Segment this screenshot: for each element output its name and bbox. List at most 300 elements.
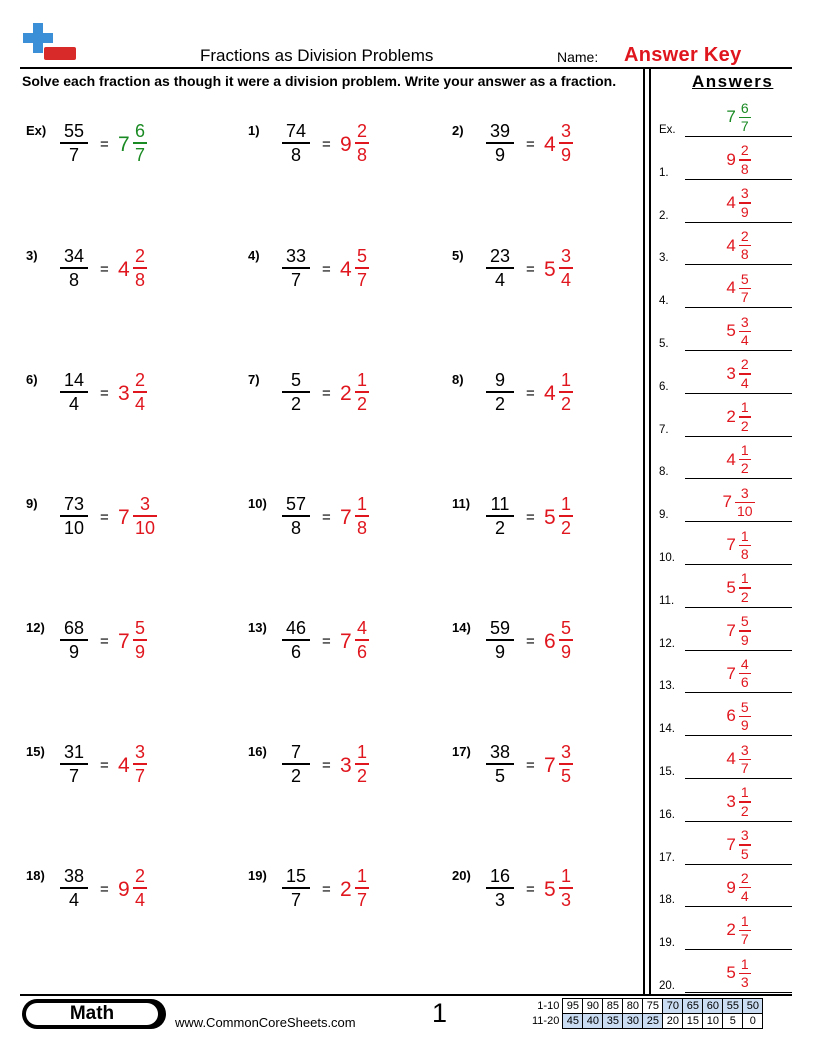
page-number: 1 — [432, 998, 448, 1028]
problem-number: 2) — [452, 123, 464, 138]
answer-fraction — [355, 618, 369, 662]
answer-whole: 3 — [726, 792, 736, 812]
fraction-bar — [559, 267, 573, 269]
answer-denominator: 3 — [740, 974, 749, 990]
fraction-bar — [282, 391, 310, 393]
instructions-text: Solve each fraction as though it were a division problem. Write your answer as a fraction. — [22, 73, 617, 89]
answer-denominator: 9 — [561, 144, 572, 165]
answer-numerator: 3 — [140, 494, 151, 514]
plus-minus-logo-icon — [22, 20, 82, 70]
question-fraction — [282, 121, 310, 165]
answer-numerator: 1 — [740, 399, 749, 416]
answer-line — [685, 992, 792, 993]
fraction-bar — [60, 639, 88, 641]
fraction-bar — [133, 763, 147, 765]
answer-denominator: 7 — [357, 889, 368, 910]
fraction-numerator: 74 — [285, 121, 307, 141]
answer-fraction — [133, 246, 147, 290]
answer-row — [659, 351, 792, 394]
fraction-bar — [60, 391, 88, 393]
answer-numerator: 2 — [357, 121, 368, 141]
fraction-bar — [133, 391, 147, 393]
answer-numerator: 3 — [561, 246, 572, 266]
score-cell: 80 — [623, 999, 643, 1014]
question-fraction — [486, 370, 514, 414]
answer-denominator: 4 — [740, 888, 749, 905]
answer-row — [659, 265, 792, 308]
equals-sign: = — [322, 633, 331, 650]
fraction-bar — [486, 391, 514, 393]
problem — [248, 620, 438, 680]
answer-label: Ex. — [659, 124, 676, 136]
answer-numerator: 5 — [740, 613, 749, 630]
fraction-numerator: 38 — [63, 866, 85, 886]
equals-sign: = — [322, 385, 331, 402]
question-fraction — [282, 866, 310, 910]
answer-fraction — [559, 742, 573, 786]
problem — [26, 372, 216, 432]
problem — [248, 123, 438, 183]
answer-denominator: 2 — [357, 393, 368, 414]
answer-fraction — [739, 229, 751, 263]
fraction-numerator: 34 — [63, 246, 85, 266]
fraction-denominator: 5 — [494, 765, 505, 786]
answer-value — [685, 143, 792, 177]
problem-number: 5) — [452, 248, 464, 263]
fraction-bar — [486, 887, 514, 889]
answer-fraction — [559, 494, 573, 538]
answer-fraction — [133, 742, 147, 786]
answer-row — [659, 822, 792, 865]
equals-sign: = — [100, 261, 109, 278]
problem-number: 7) — [248, 372, 260, 387]
answer-numerator: 1 — [357, 494, 368, 514]
fraction-bar — [355, 142, 369, 144]
answer-value — [685, 657, 792, 691]
problem — [248, 248, 438, 308]
equals-sign: = — [100, 385, 109, 402]
answer-whole: 7 — [722, 492, 732, 512]
answer-numerator: 3 — [740, 484, 749, 501]
answer-label: 15. — [659, 766, 675, 778]
answer-fraction — [739, 315, 751, 349]
answers-heading: Answers — [692, 72, 774, 91]
answer-numerator: 2 — [740, 142, 749, 159]
fraction-denominator: 10 — [63, 517, 85, 538]
answer-numerator: 1 — [561, 866, 572, 886]
question-fraction — [486, 618, 514, 662]
answer-row — [659, 950, 792, 993]
answer-fraction — [739, 828, 751, 862]
answer-label: 8. — [659, 466, 669, 479]
answer-numerator: 2 — [135, 370, 146, 390]
answer-denominator: 7 — [740, 118, 749, 134]
fraction-bar — [133, 639, 147, 641]
score-cell: 10 — [703, 1014, 723, 1029]
fraction-bar — [60, 142, 88, 144]
header-divider — [20, 67, 792, 69]
answer-numerator: 5 — [357, 246, 368, 266]
answer-denominator: 4 — [561, 269, 572, 290]
answer-value — [685, 272, 792, 306]
score-cell: 0 — [743, 1014, 763, 1029]
problem — [248, 868, 438, 928]
question-fraction — [60, 618, 88, 662]
answer-value — [685, 443, 792, 477]
score-row — [530, 999, 763, 1014]
fraction-denominator: 9 — [494, 144, 505, 165]
fraction-bar — [486, 267, 514, 269]
answer-fraction — [355, 246, 369, 290]
problem-number: 8) — [452, 372, 464, 387]
answer-denominator: 8 — [357, 517, 368, 538]
answer-numerator: 4 — [357, 618, 368, 638]
fraction-bar — [282, 142, 310, 144]
answer-numerator: 1 — [740, 912, 749, 929]
problem — [452, 372, 642, 432]
answer-label: 10. — [659, 552, 675, 564]
answer-fraction — [739, 957, 751, 991]
answer-numerator: 2 — [740, 869, 749, 886]
answer-denominator: 10 — [736, 503, 753, 520]
fraction-numerator: 5 — [290, 370, 301, 390]
answer-fraction — [739, 871, 751, 905]
answer-row — [659, 394, 792, 437]
answer-fraction — [739, 700, 751, 734]
answer-row — [659, 736, 792, 779]
site-url: www.CommonCoreSheets.com — [175, 1015, 356, 1030]
answer-column-divider — [643, 68, 645, 995]
answer-whole: 4 — [544, 382, 556, 405]
answer-denominator: 10 — [135, 517, 156, 538]
answer-whole: 4 — [726, 749, 736, 769]
answer-numerator: 4 — [740, 655, 749, 672]
answer-fraction — [133, 618, 147, 662]
answer-label: 19. — [659, 937, 675, 950]
answer-numerator: 5 — [740, 698, 749, 715]
fraction-bar — [133, 887, 147, 889]
answer-whole: 4 — [726, 278, 736, 298]
answer-whole: 2 — [726, 920, 736, 940]
fraction-bar — [60, 763, 88, 765]
answer-numerator: 1 — [740, 955, 749, 972]
score-cell: 15 — [683, 1014, 703, 1029]
answer-value — [685, 186, 792, 220]
problem-number: 4) — [248, 248, 260, 263]
answer-value — [685, 914, 792, 948]
answer-row — [659, 693, 792, 736]
fraction-numerator: 33 — [285, 246, 307, 266]
answer-whole: 2 — [340, 878, 352, 901]
subject-badge-label: Math — [26, 1003, 158, 1025]
fraction-bar — [133, 267, 147, 269]
equals-sign: = — [526, 633, 535, 650]
answer-label: 17. — [659, 851, 675, 864]
equals-sign: = — [322, 757, 331, 774]
question-fraction — [60, 370, 88, 414]
problem-number: 16) — [248, 744, 267, 759]
answer-denominator: 7 — [357, 269, 368, 290]
problem-number: 18) — [26, 868, 45, 883]
answer-numerator: 1 — [561, 370, 572, 390]
answer-whole: 7 — [118, 133, 130, 156]
fraction-denominator: 4 — [68, 393, 79, 414]
answer-column-divider — [649, 68, 651, 995]
equals-sign: = — [322, 261, 331, 278]
answer-whole: 5 — [726, 321, 736, 341]
question-fraction — [60, 866, 88, 910]
answer-fraction — [739, 443, 751, 477]
question-fraction — [282, 618, 310, 662]
question-fraction — [282, 370, 310, 414]
answer-row — [659, 779, 792, 822]
answer-fraction — [133, 494, 157, 538]
answer-fraction — [133, 866, 147, 910]
equals-sign: = — [100, 509, 109, 526]
answer-numerator: 5 — [561, 618, 572, 638]
answer-whole: 7 — [544, 754, 556, 777]
fraction-bar — [559, 887, 573, 889]
answer-key-label: Answer Key — [624, 44, 742, 66]
equals-sign: = — [526, 881, 535, 898]
answer-whole: 3 — [118, 382, 130, 405]
answer-value — [685, 614, 792, 648]
fraction-denominator: 4 — [494, 269, 505, 290]
answer-row — [659, 137, 792, 180]
fraction-numerator: 68 — [63, 618, 85, 638]
answer-whole: 4 — [726, 449, 736, 469]
fraction-denominator: 6 — [290, 641, 301, 662]
fraction-numerator: 23 — [489, 246, 511, 266]
fraction-bar — [355, 887, 369, 889]
fraction-numerator: 73 — [63, 494, 85, 514]
answer-whole: 5 — [544, 878, 556, 901]
score-cell: 45 — [563, 1014, 583, 1029]
answer-whole: 9 — [726, 877, 736, 897]
answer-row — [659, 650, 792, 693]
answer-whole: 7 — [118, 630, 130, 653]
answer-whole: 4 — [544, 133, 556, 156]
answer-whole: 7 — [340, 630, 352, 653]
fraction-numerator: 59 — [489, 618, 511, 638]
answer-fraction — [739, 101, 751, 135]
answer-fraction — [559, 370, 573, 414]
fraction-denominator: 2 — [290, 765, 301, 786]
subject-badge — [22, 999, 166, 1029]
answer-denominator: 7 — [740, 760, 749, 776]
answer-value — [685, 828, 792, 862]
answer-whole: 4 — [118, 258, 130, 281]
answer-whole: 4 — [118, 754, 130, 777]
answer-fraction — [739, 272, 751, 306]
score-cell: 65 — [683, 999, 703, 1014]
answer-denominator: 4 — [135, 889, 146, 910]
answer-value — [685, 871, 792, 905]
equals-sign: = — [526, 757, 535, 774]
fraction-bar — [559, 639, 573, 641]
answer-denominator: 7 — [740, 931, 749, 948]
answer-value — [685, 486, 792, 520]
answer-value — [685, 315, 792, 349]
answer-fraction — [739, 657, 751, 691]
answer-label: 16. — [659, 808, 675, 821]
question-fraction — [486, 121, 514, 165]
score-cell: 25 — [643, 1014, 663, 1029]
fraction-denominator: 8 — [290, 517, 301, 538]
answer-denominator: 2 — [561, 393, 572, 414]
question-fraction — [486, 246, 514, 290]
answer-numerator: 5 — [135, 618, 146, 638]
fraction-denominator: 7 — [290, 889, 301, 910]
problem-number: 17) — [452, 744, 471, 759]
answer-numerator: 1 — [740, 570, 749, 587]
answer-whole: 7 — [726, 834, 736, 854]
answer-whole: 9 — [118, 878, 130, 901]
answer-whole: 7 — [340, 506, 352, 529]
answer-fraction — [355, 370, 369, 414]
problem — [452, 123, 642, 183]
answer-denominator: 2 — [357, 765, 368, 786]
answer-fraction — [355, 494, 369, 538]
answer-row-example — [659, 94, 792, 137]
fraction-bar — [355, 391, 369, 393]
answer-denominator: 9 — [740, 631, 749, 648]
fraction-bar — [486, 639, 514, 641]
fraction-denominator: 8 — [290, 144, 301, 165]
question-fraction — [486, 866, 514, 910]
answer-value — [685, 700, 792, 734]
score-cell: 90 — [583, 999, 603, 1014]
fraction-bar — [486, 515, 514, 517]
equals-sign: = — [526, 385, 535, 402]
answer-label: 11. — [659, 594, 675, 607]
answer-label: 1. — [659, 166, 669, 179]
fraction-numerator: 11 — [490, 494, 510, 514]
problem — [26, 868, 216, 928]
answer-row — [659, 864, 792, 907]
answer-numerator: 1 — [357, 370, 368, 390]
footer-divider — [20, 994, 792, 996]
equals-sign: = — [100, 633, 109, 650]
problem-number: 9) — [26, 496, 38, 511]
answer-denominator: 9 — [561, 641, 572, 662]
answer-whole: 3 — [726, 364, 736, 384]
answer-whole: 2 — [726, 406, 736, 426]
problem-number: Ex) — [26, 123, 47, 138]
equals-sign: = — [526, 509, 535, 526]
score-cell: 35 — [603, 1014, 623, 1029]
problem — [452, 496, 642, 556]
fraction-bar — [559, 142, 573, 144]
fraction-denominator: 2 — [494, 517, 505, 538]
problem — [248, 744, 438, 804]
answer-label: 18. — [659, 894, 675, 907]
fraction-denominator: 9 — [68, 641, 79, 662]
answer-denominator: 8 — [135, 269, 146, 290]
answer-numerator: 2 — [135, 866, 146, 886]
problem-number: 13) — [248, 620, 267, 635]
score-cell: 75 — [643, 999, 663, 1014]
answer-fraction — [739, 357, 751, 391]
question-fraction — [282, 742, 310, 786]
answer-label: 5. — [659, 338, 669, 350]
answer-label: 20. — [659, 980, 675, 992]
answer-value — [685, 785, 792, 819]
answer-numerator: 3 — [740, 185, 749, 202]
equals-sign: = — [322, 509, 331, 526]
fraction-numerator: 31 — [63, 742, 85, 762]
answer-whole: 9 — [340, 133, 352, 156]
problem — [26, 620, 216, 680]
answer-row — [659, 907, 792, 950]
fraction-numerator: 7 — [290, 742, 301, 762]
fraction-denominator: 2 — [494, 393, 505, 414]
score-cell: 85 — [603, 999, 623, 1014]
question-fraction — [486, 494, 514, 538]
fraction-denominator: 7 — [68, 144, 79, 165]
answer-numerator: 1 — [740, 527, 749, 544]
answer-fraction — [739, 571, 751, 605]
answer-fraction — [355, 866, 369, 910]
fraction-bar — [282, 763, 310, 765]
problem — [26, 496, 216, 556]
answer-whole: 6 — [726, 706, 736, 726]
answer-numerator: 6 — [135, 121, 146, 141]
name-label: Name: — [557, 49, 599, 65]
answer-numerator: 1 — [561, 494, 572, 514]
answer-denominator: 4 — [135, 393, 146, 414]
fraction-denominator: 4 — [68, 889, 79, 910]
fraction-bar — [355, 763, 369, 765]
fraction-bar — [355, 267, 369, 269]
fraction-bar — [559, 763, 573, 765]
answer-denominator: 9 — [740, 717, 749, 734]
answer-fraction — [739, 614, 751, 648]
equals-sign: = — [526, 136, 535, 153]
answer-denominator: 4 — [740, 374, 749, 391]
problem — [452, 248, 642, 308]
fraction-bar — [60, 515, 88, 517]
answer-whole: 5 — [544, 258, 556, 281]
problem-number: 10) — [248, 496, 267, 511]
fraction-numerator: 55 — [63, 121, 85, 141]
question-fraction — [486, 742, 514, 786]
fraction-bar — [355, 515, 369, 517]
worksheet-title: Fractions as Division Problems — [200, 46, 434, 65]
problem-number: 3) — [26, 248, 38, 263]
score-cell: 55 — [723, 999, 743, 1014]
fraction-numerator: 15 — [285, 866, 307, 886]
answer-whole: 9 — [726, 150, 736, 170]
problem-number: 11) — [452, 496, 471, 511]
equals-sign: = — [526, 261, 535, 278]
problem-number: 12) — [26, 620, 45, 635]
answer-fraction — [739, 785, 751, 819]
answer-numerator: 2 — [740, 356, 749, 373]
problem-number: 20) — [452, 868, 471, 883]
answer-fraction — [739, 529, 751, 563]
answer-denominator: 4 — [740, 332, 749, 348]
score-row-label: 1-10 — [537, 999, 560, 1012]
question-fraction — [282, 494, 310, 538]
answer-value — [685, 357, 792, 391]
answer-denominator: 5 — [740, 845, 749, 862]
answer-label: 12. — [659, 637, 675, 650]
answer-denominator: 7 — [135, 144, 146, 165]
answer-fraction — [559, 121, 573, 165]
score-cell: 40 — [583, 1014, 603, 1029]
fraction-numerator: 16 — [489, 866, 511, 886]
